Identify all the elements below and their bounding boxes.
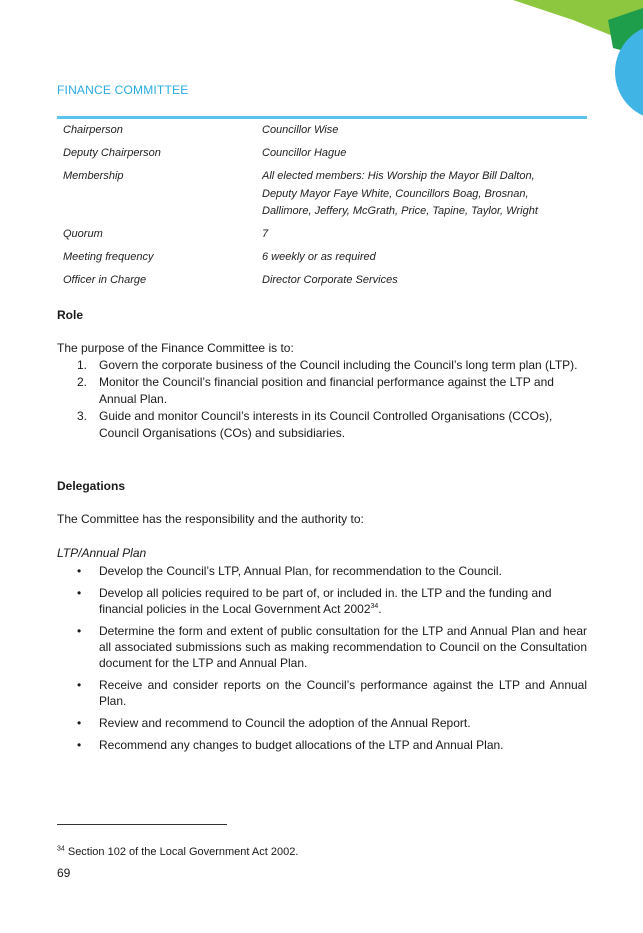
info-value: 6 weekly or as required <box>262 251 376 263</box>
delegations-section <box>57 479 587 759</box>
info-key: Officer in Charge <box>63 274 147 286</box>
list-text: Determine the form and extent of public consultation for the LTP and Annual Plan and hear all associated submissions such as making recommendation to Council on the Consultation document for the LTP and Annual Plan. <box>99 624 587 670</box>
list-number: 3. <box>77 409 88 423</box>
list-item <box>57 357 587 374</box>
bullet-icon: • <box>77 738 82 752</box>
list-number: 1. <box>77 358 88 372</box>
info-key: Meeting frequency <box>63 251 154 263</box>
info-value: Councillor Hague <box>262 147 347 159</box>
footnote-rule <box>57 824 227 825</box>
list-text: Govern the corporate business of the Council including the Council’s long term plan (LTP). <box>99 358 578 372</box>
role-title: Role <box>57 308 84 322</box>
info-value: 7 <box>262 228 269 240</box>
list-text: Develop the Council’s LTP, Annual Plan, for recommendation to the Council. <box>99 564 502 578</box>
info-value: Councillor Wise <box>262 124 339 136</box>
role-list <box>57 357 587 442</box>
delegations-title: Delegations <box>57 479 126 493</box>
list-text: Recommend any changes to budget allocations of the LTP and Annual Plan. <box>99 738 504 752</box>
table-row <box>57 168 587 226</box>
footnote-reference: 34 <box>370 603 379 610</box>
table-row <box>57 122 587 145</box>
bullet-icon: • <box>77 678 82 692</box>
list-item <box>57 408 587 442</box>
info-key: Deputy Chairperson <box>63 147 161 159</box>
list-number: 2. <box>77 375 88 389</box>
table-row <box>57 226 587 249</box>
page-number: 69 <box>57 866 71 880</box>
role-intro: The purpose of the Finance Committee is to: <box>57 341 294 355</box>
footnote-text: Section 102 of the Local Government Act 2002. <box>64 846 299 858</box>
list-item <box>57 563 587 579</box>
list-item <box>57 715 587 731</box>
table-row <box>57 145 587 168</box>
list-item <box>57 737 587 753</box>
committee-info-table <box>57 122 587 295</box>
heading-rule <box>57 116 587 119</box>
list-text: Monitor the Council’s financial position and financial performance against the LTP and Annual Plan. <box>99 375 554 406</box>
footnote-number: 34 <box>57 845 65 853</box>
list-text: Develop all policies required to be part of, or included in. the LTP and the funding and financial policies in the Local Government Act 2002 <box>99 586 552 616</box>
footnote-reference-suffix: . <box>378 602 382 616</box>
info-key: Quorum <box>63 228 103 240</box>
list-item <box>57 585 587 617</box>
info-key: Membership <box>63 170 124 182</box>
table-row <box>57 272 587 295</box>
list-item <box>57 677 587 709</box>
list-text: Receive and consider reports on the Council’s performance against the LTP and Annual Plan. <box>99 678 587 708</box>
delegations-intro: The Committee has the responsibility and the authority to: <box>57 512 364 526</box>
info-value: All elected members: His Worship the Mayor Bill Dalton, Deputy Mayor Faye White, Councillors Boag, Brosnan, Dallimore, Jeffery, McGrath, Price, Tapine, Taylor, Wright <box>262 170 538 217</box>
role-section <box>57 308 587 442</box>
page-heading: FINANCE COMMITTEE <box>57 83 189 97</box>
footnote <box>57 846 298 858</box>
delegations-subheading: LTP/Annual Plan <box>57 546 147 560</box>
list-item <box>57 623 587 671</box>
bullet-icon: • <box>77 564 82 578</box>
bullet-icon: • <box>77 586 82 600</box>
delegations-list <box>57 563 587 753</box>
table-row <box>57 249 587 272</box>
list-text: Guide and monitor Council’s interests in its Council Controlled Organisations (CCOs), Council Organisations (COs) and subsidiaries. <box>99 409 553 440</box>
corner-decoration <box>513 0 643 120</box>
info-value: Director Corporate Services <box>262 274 398 286</box>
list-item <box>57 374 587 408</box>
bullet-icon: • <box>77 716 82 730</box>
bullet-icon: • <box>77 624 82 638</box>
list-text: Review and recommend to Council the adoption of the Annual Report. <box>99 716 471 730</box>
info-key: Chairperson <box>63 124 123 136</box>
